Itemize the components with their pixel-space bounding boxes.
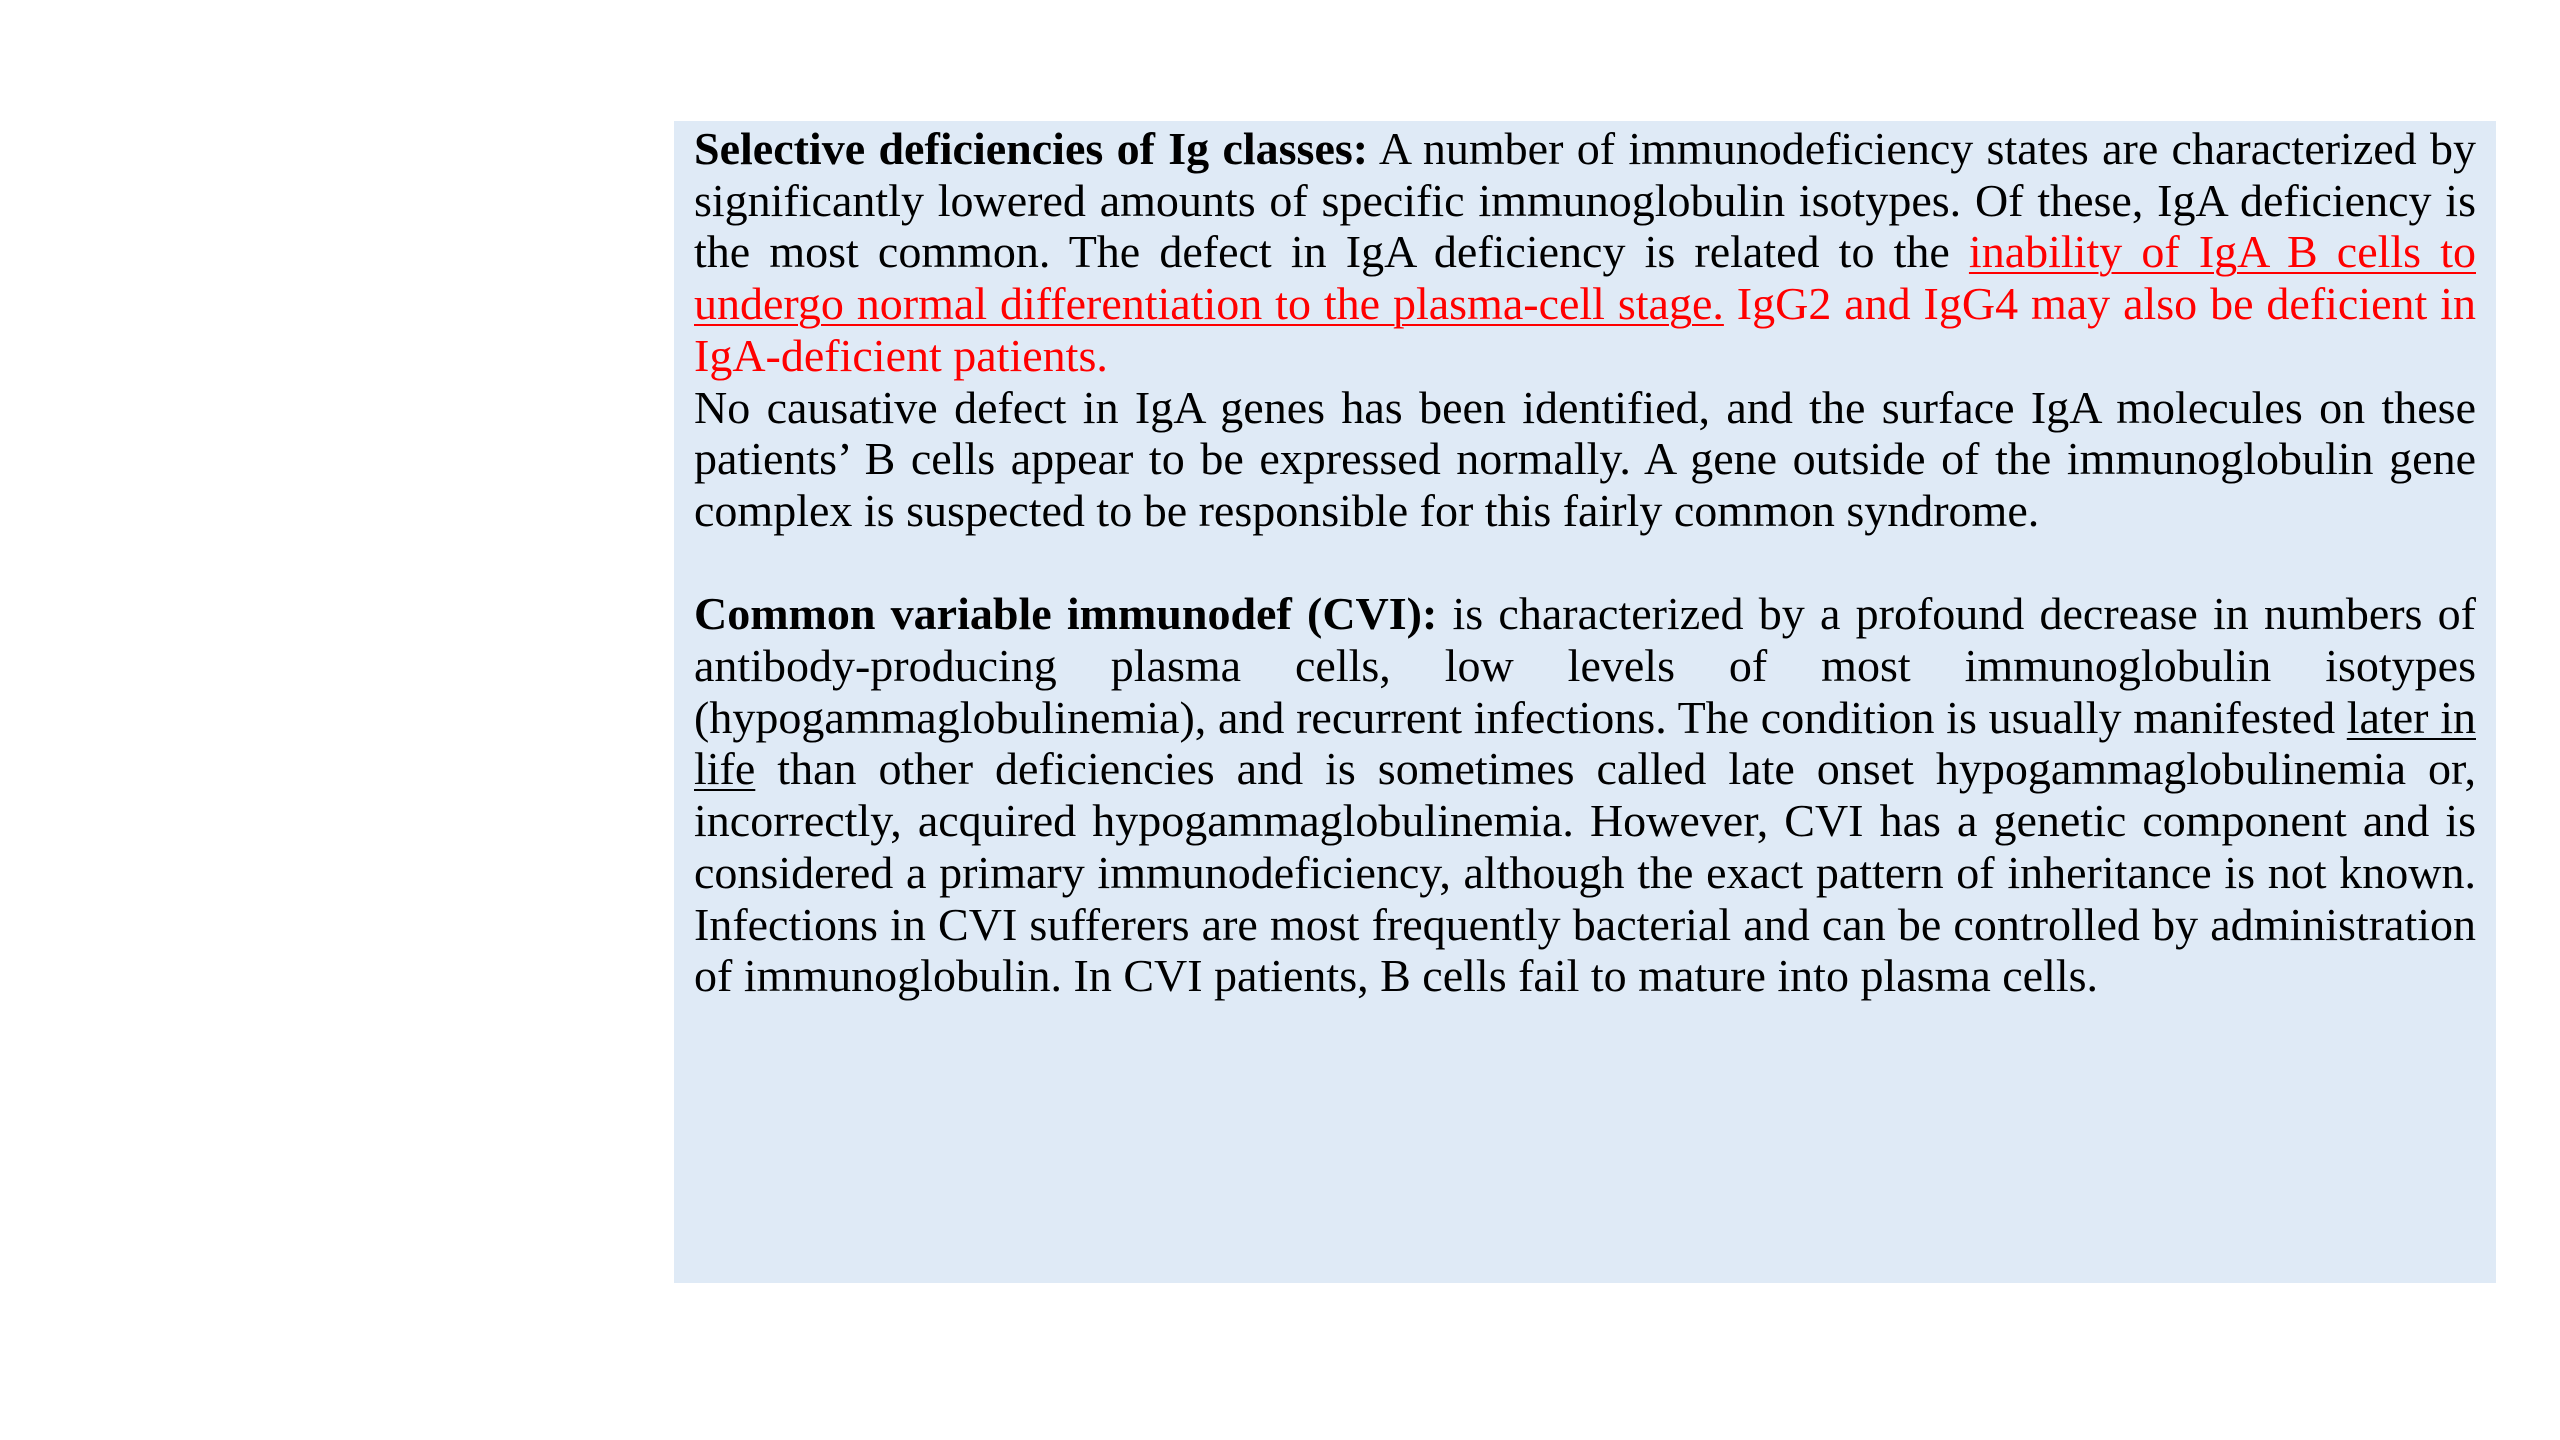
iga-genes-text: No causative defect in IgA genes has been identified, and the surface IgA molecules on these patients’ B cells appear to be expressed normally. A gene outside of the immunoglobulin gene complex is suspected to be responsible for this fairly common syndrome. <box>694 381 2476 536</box>
later-in-life-underline: later in life <box>694 691 2476 795</box>
igg-deficiency-highlight: IgG2 and IgG4 may also be deficient in IgA-deficient patients. <box>694 278 2476 381</box>
text-box <box>674 121 2496 1283</box>
cvi-paragraph <box>694 588 2476 1002</box>
selective-deficiencies-paragraph <box>694 121 2476 382</box>
paragraph-spacer <box>694 537 2476 589</box>
cvi-heading: Common variable immunodef (CVI): <box>694 588 1438 640</box>
cvi-intro: is characterized by a profound decrease in numbers of antibody-producing plasma cells, low levels of most immunoglobulin isotypes (hypogammaglobulinemia), and recurrent infections. The condition is usually manifested <box>694 588 2476 743</box>
selective-deficiencies-intro: A number of immunodeficiency states are characterized by significantly lowered amounts of specific immunoglobulin isotypes. Of these, IgA deficiency is the most common. The defect in IgA deficiency is related to the <box>694 123 2476 278</box>
iga-differentiation-highlight: inability of IgA B cells to undergo normal differentiation to the plasma-cell stage. <box>694 226 2476 330</box>
selective-deficiencies-heading: Selective deficiencies of Ig classes: <box>694 123 1369 174</box>
iga-genes-paragraph <box>694 382 2476 537</box>
cvi-body: than other deficiencies and is sometimes called late onset hypogammaglobulinemia or, incorrectly, acquired hypogammaglobulinemia. However, CVI has a genetic component and is considered a primary immunodeficiency, although the exact pattern of inheritance is not known. Infections in CVI sufferers are most frequently bacterial and can be controlled by administration of immunoglobulin. In CVI patients, B cells fail to mature into plasma cells. <box>694 743 2476 1002</box>
